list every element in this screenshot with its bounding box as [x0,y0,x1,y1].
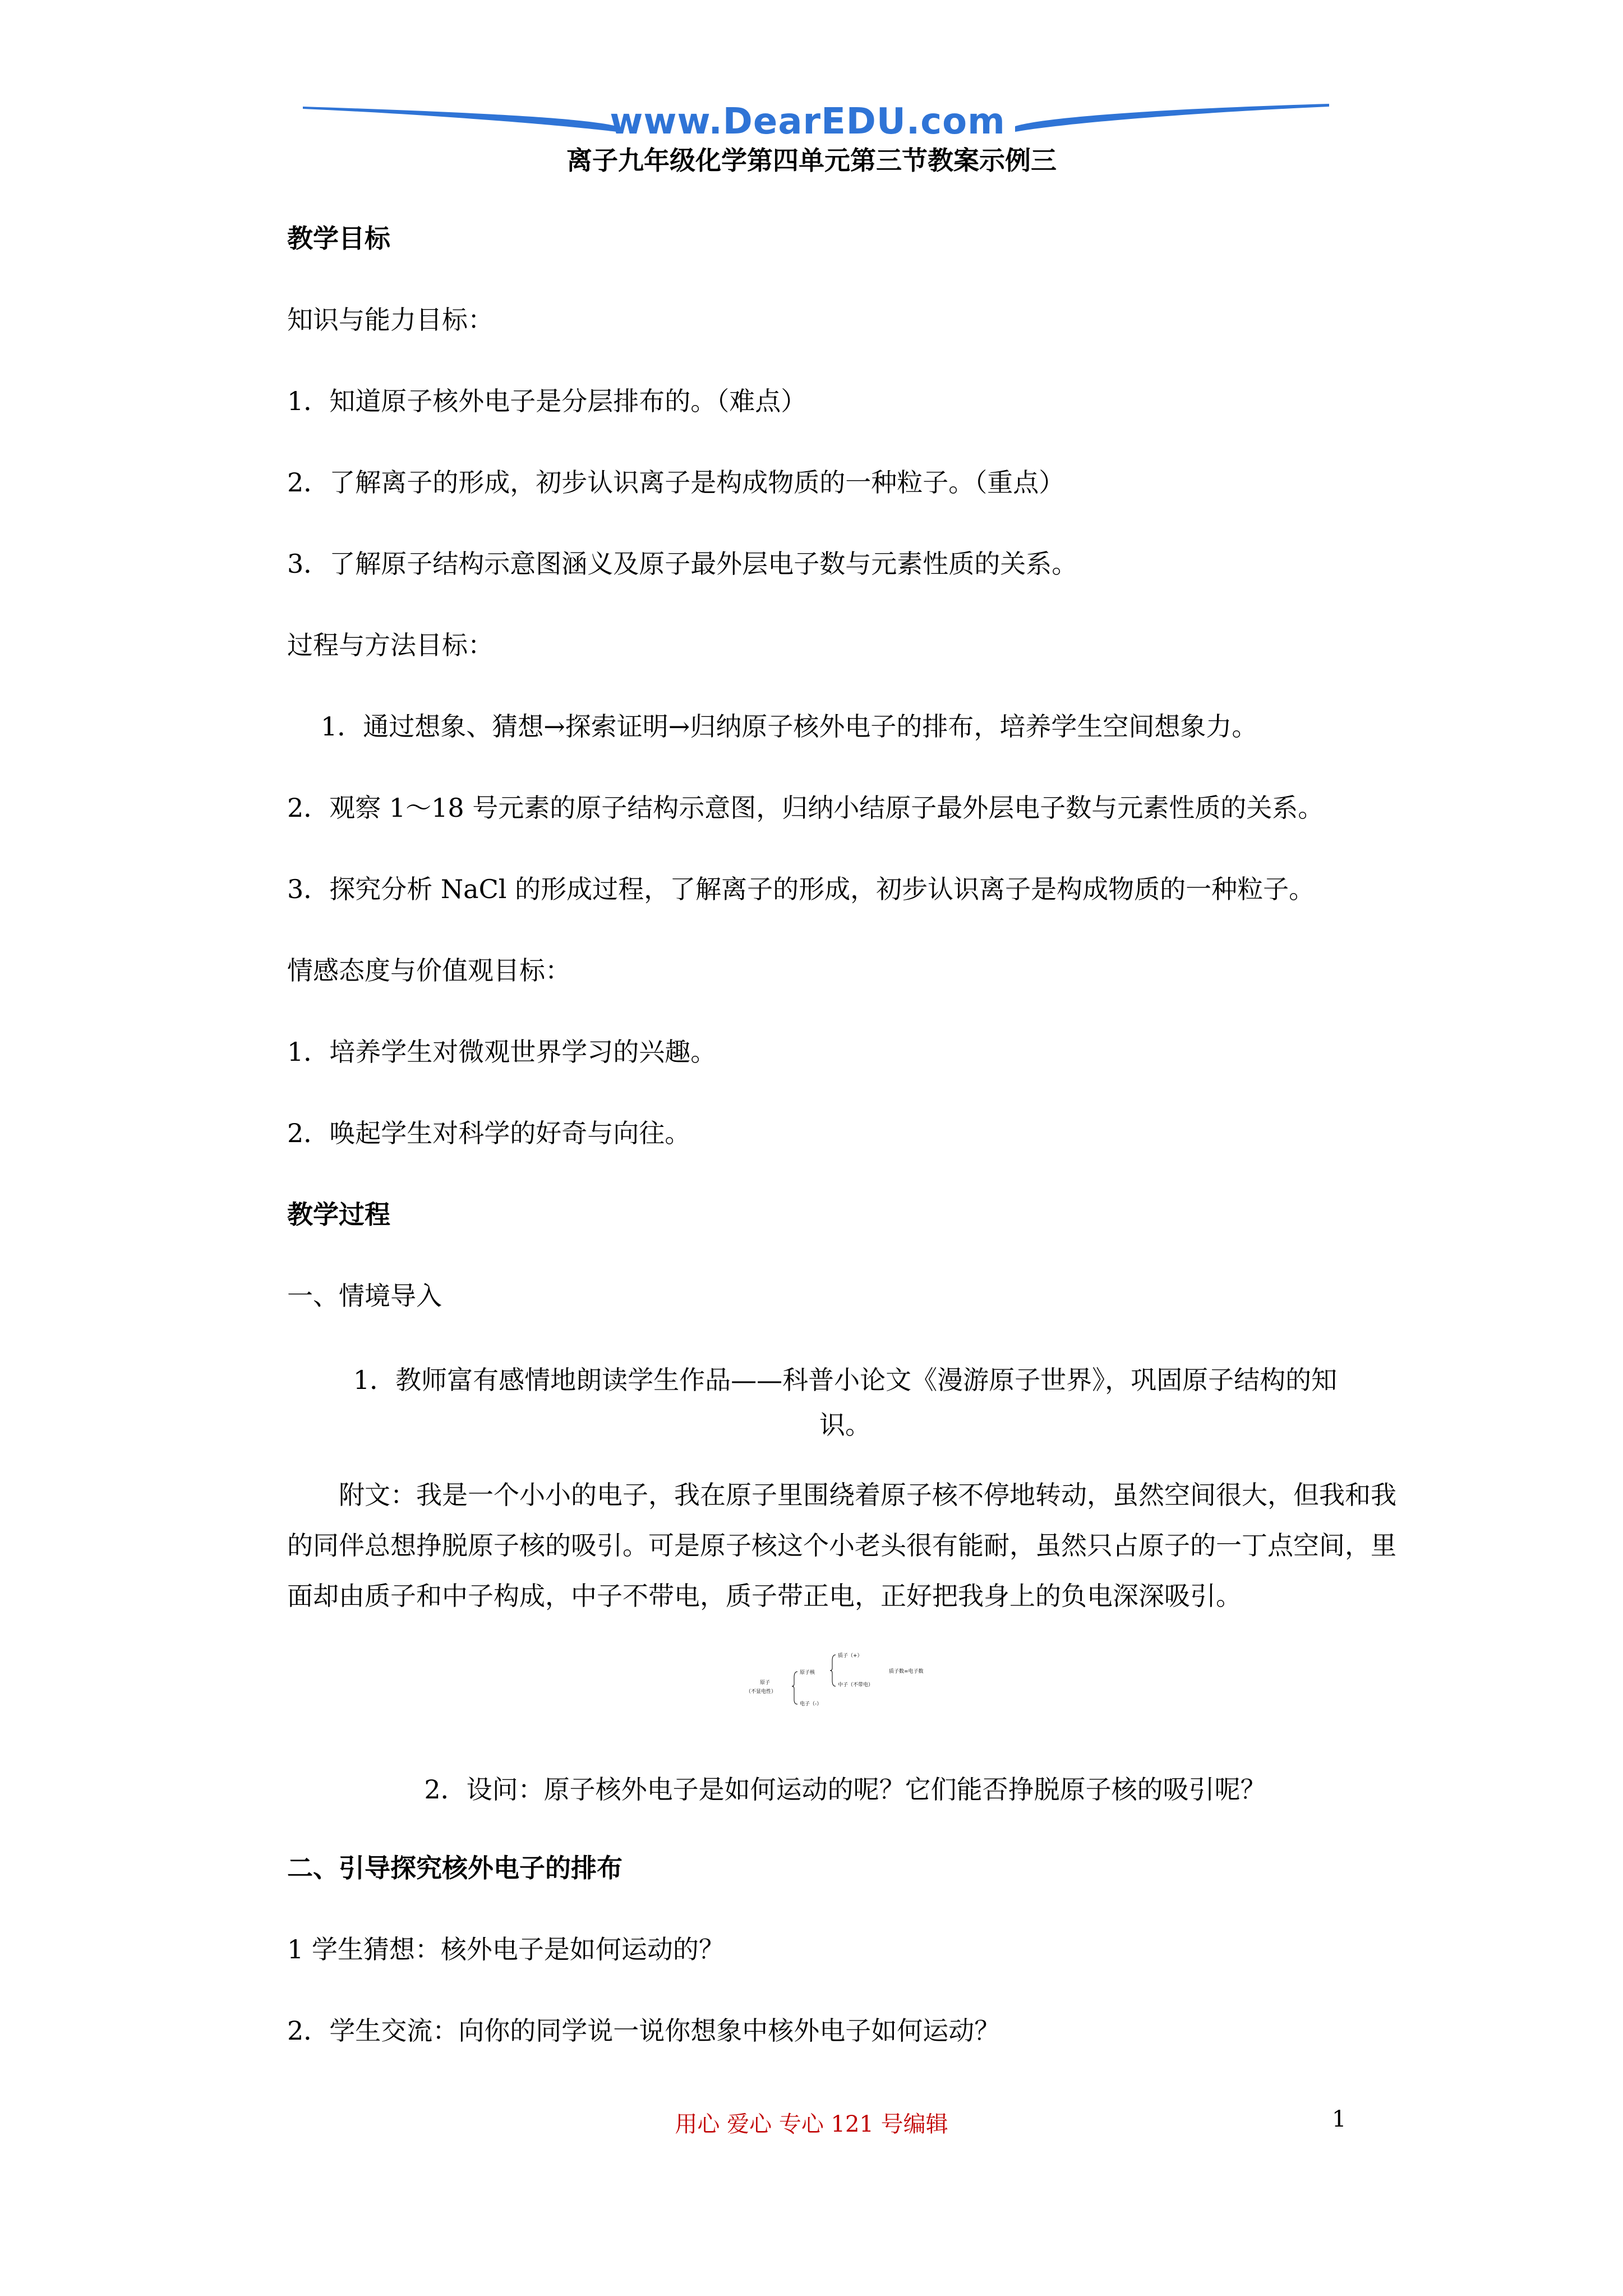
page-number: 1 [1332,2106,1347,2132]
heading-teaching-process: 教学过程 [287,1199,390,1230]
process-goal-3: 3．探究分析 NaCl 的形成过程，了解离子的形成，初步认识离子是构成物质的一种粒子。 [287,874,1315,904]
diagram-nucleus: 原子核 [800,1670,815,1676]
emotion-goals-heading: 情感态度与价值观目标： [287,955,571,986]
process-goal-2: 2．观察 1～18 号元素的原子结构示意图，归纳小结原子最外层电子数与元素性质的关系。 [287,793,1324,823]
diagram-atom: 原子 [760,1680,771,1686]
logo-text: www.DearEDU.com [610,101,1006,142]
appendix-paragraph: 附文：我是一个小小的电子，我在原子里围绕着原子核不停地转动，虽然空间很大，但我和我的同伴总想挣脱原子核的吸引。可是原子核这个小老头很有能耐，虽然只占原子的一丁点空间，里面却由质子和中子构成，中子不带电，质子带正电，正好把我身上的负电深深吸引。 [287,1480,1396,1611]
process-goal-1: 1．通过想象、猜想→探索证明→归纳原子核外电子的排布，培养学生空间想象力。 [321,711,1258,742]
diagram-proton: 质子（+） [838,1653,863,1659]
atom-structure-diagram [746,1649,948,1717]
diagram-atom-note: （不显电性） [746,1689,777,1695]
knowledge-goal-1: 1．知道原子核外电子是分层排布的。（难点） [287,386,807,416]
diagram-relation: 质子数=电子数 [889,1669,924,1674]
question-item-2: 2．设问：原子核外电子是如何运动的呢？它们能否挣脱原子核的吸引呢？ [424,1774,1266,1805]
student-discussion: 2．学生交流：向你的同学说一说你想象中核外电子如何运动？ [287,2016,1000,2046]
knowledge-goals-heading: 知识与能力目标： [287,305,494,335]
part2-heading: 二、引导探究核外电子的排布 [287,1853,623,1883]
footer-credit: 用心 爱心 专心 121 号编辑 [675,2111,948,2137]
student-guess: 1 学生猜想：核外电子是如何运动的？ [287,1934,725,1964]
document-title: 离子九年级化学第四单元第三节教案示例三 [566,145,1057,176]
heading-teaching-goals: 教学目标 [287,223,390,254]
diagram-electron: 电子（-） [800,1701,822,1707]
knowledge-goal-2: 2．了解离子的形成，初步认识离子是构成物质的一种粒子。（重点） [287,467,1065,498]
process-goals-heading: 过程与方法目标： [287,630,494,660]
part1-heading: 一、情境导入 [287,1281,442,1311]
intro-item-1-line2: 识。 [819,1410,871,1440]
knowledge-goal-3: 3．了解原子结构示意图涵义及原子最外层电子数与元素性质的关系。 [287,549,1078,579]
emotion-goal-2: 2．唤起学生对科学的好奇与向往。 [287,1118,691,1148]
intro-item-1-line1: 1．教师富有感情地朗读学生作品——科普小论文《漫游原子世界》，巩固原子结构的知 [353,1365,1338,1395]
emotion-goal-1: 1．培养学生对微观世界学习的兴趣。 [287,1037,717,1067]
diagram-neutron: 中子（不带电） [838,1682,874,1688]
